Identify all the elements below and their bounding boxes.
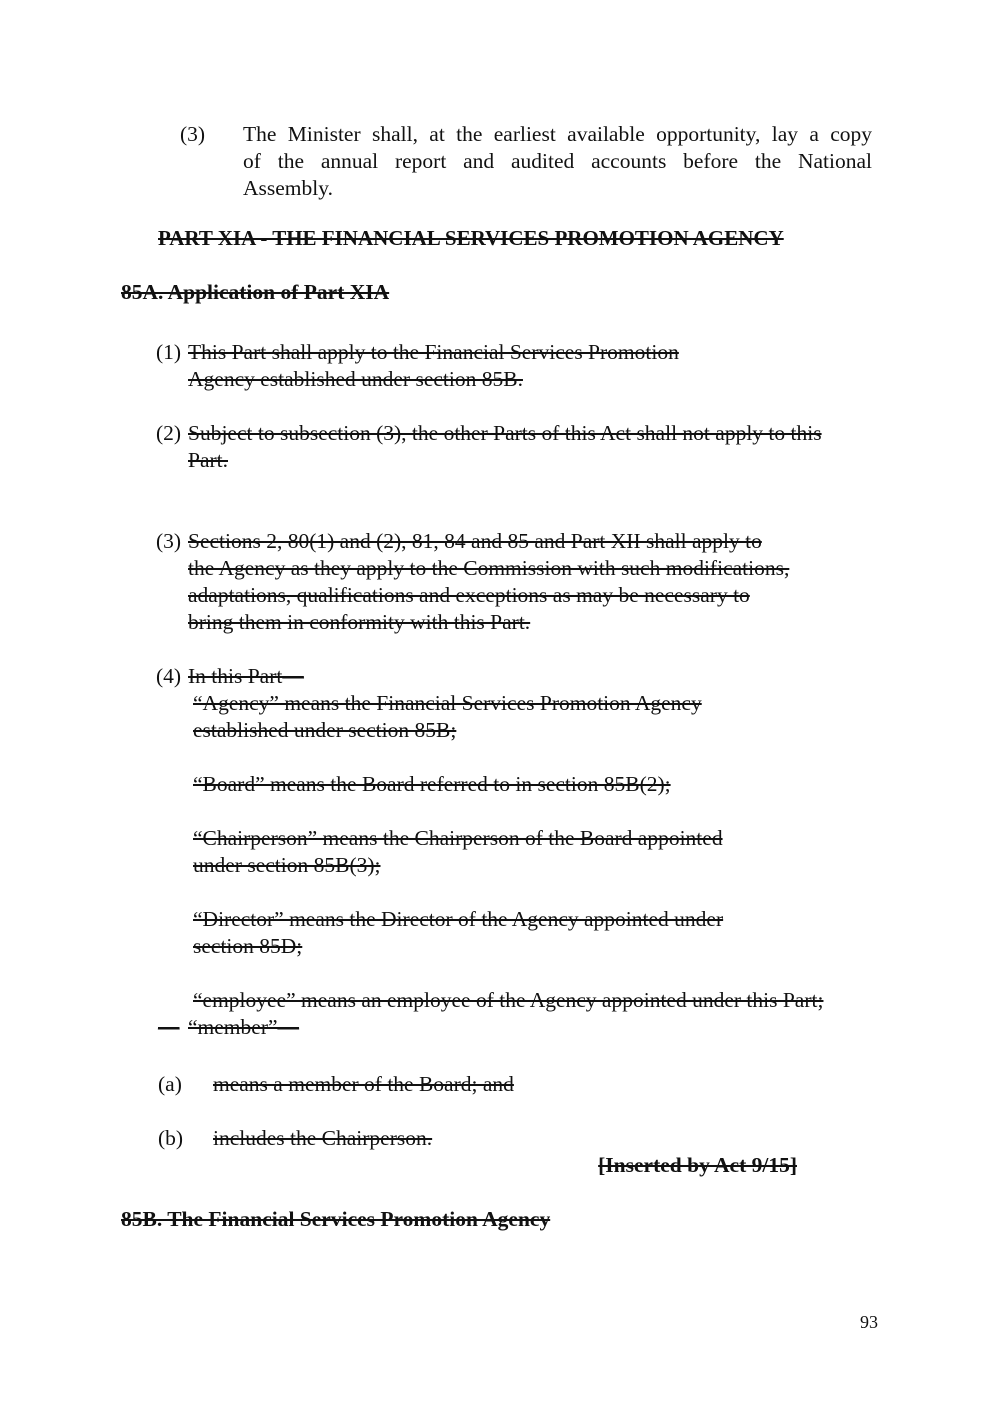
subsection-1-number: (1)	[156, 340, 182, 364]
definition-director-line-1: “Director” means the Director of the Agency appointed under	[193, 907, 724, 931]
definition-chairperson-line-1: “Chairperson” means the Chairperson of the Board appointed	[193, 826, 723, 850]
intro-line-2: of the annual report and audited accounts before the National	[243, 149, 872, 173]
intro-subsection-number: (3)	[180, 122, 206, 146]
item-a-label: (a)	[158, 1072, 182, 1096]
definition-agency-line-1: “Agency” means the Financial Services Promotion Agency	[193, 691, 702, 715]
definition-member-dash: —	[158, 1015, 180, 1039]
item-a-text: means a member of the Board; and	[213, 1072, 514, 1096]
subsection-4-number: (4)	[156, 664, 182, 688]
subsection-3-line-4: bring them in conformity with this Part.	[188, 610, 531, 634]
inserted-by-note: [Inserted by Act 9/15]	[598, 1153, 797, 1177]
subsection-3-line-2: the Agency as they apply to the Commission with such modifications,	[188, 556, 790, 580]
subsection-2-line-2: Part.	[188, 448, 229, 472]
intro-line-1: The Minister shall, at the earliest available opportunity, lay a copy	[243, 122, 872, 146]
page-number: 93	[860, 1312, 878, 1332]
subsection-1-line-1: This Part shall apply to the Financial Services Promotion	[188, 340, 679, 364]
item-b-label: (b)	[158, 1126, 184, 1150]
subsection-2-line-1: Subject to subsection (3), the other Parts of this Act shall not apply to this	[188, 421, 822, 445]
intro-line-3: Assembly.	[243, 176, 333, 200]
definition-employee: “employee” means an employee of the Agency appointed under this Part;	[193, 988, 824, 1012]
definition-chairperson-line-2: under section 85B(3);	[193, 853, 381, 877]
definition-director-line-2: section 85D;	[193, 934, 303, 958]
definition-agency-line-2: established under section 85B;	[193, 718, 457, 742]
definition-member: “member”—	[188, 1015, 300, 1039]
subsection-3-number: (3)	[156, 529, 182, 553]
subsection-1-line-2: Agency established under section 85B.	[188, 367, 523, 391]
subsection-4-intro: In this Part—	[188, 664, 304, 688]
part-heading: PART XIA - THE FINANCIAL SERVICES PROMOTION AGENCY	[158, 226, 784, 250]
subsection-2-number: (2)	[156, 421, 182, 445]
item-b-text: includes the Chairperson.	[213, 1126, 433, 1150]
definition-board: “Board” means the Board referred to in section 85B(2);	[193, 772, 671, 796]
section-85a-heading: 85A. Application of Part XIA	[121, 280, 390, 304]
subsection-3-line-1: Sections 2, 80(1) and (2), 81, 84 and 85 and Part XII shall apply to	[188, 529, 762, 553]
subsection-3-line-3: adaptations, qualifications and exceptions as may be necessary to	[188, 583, 750, 607]
section-85b-heading: 85B. The Financial Services Promotion Agency	[121, 1207, 551, 1231]
